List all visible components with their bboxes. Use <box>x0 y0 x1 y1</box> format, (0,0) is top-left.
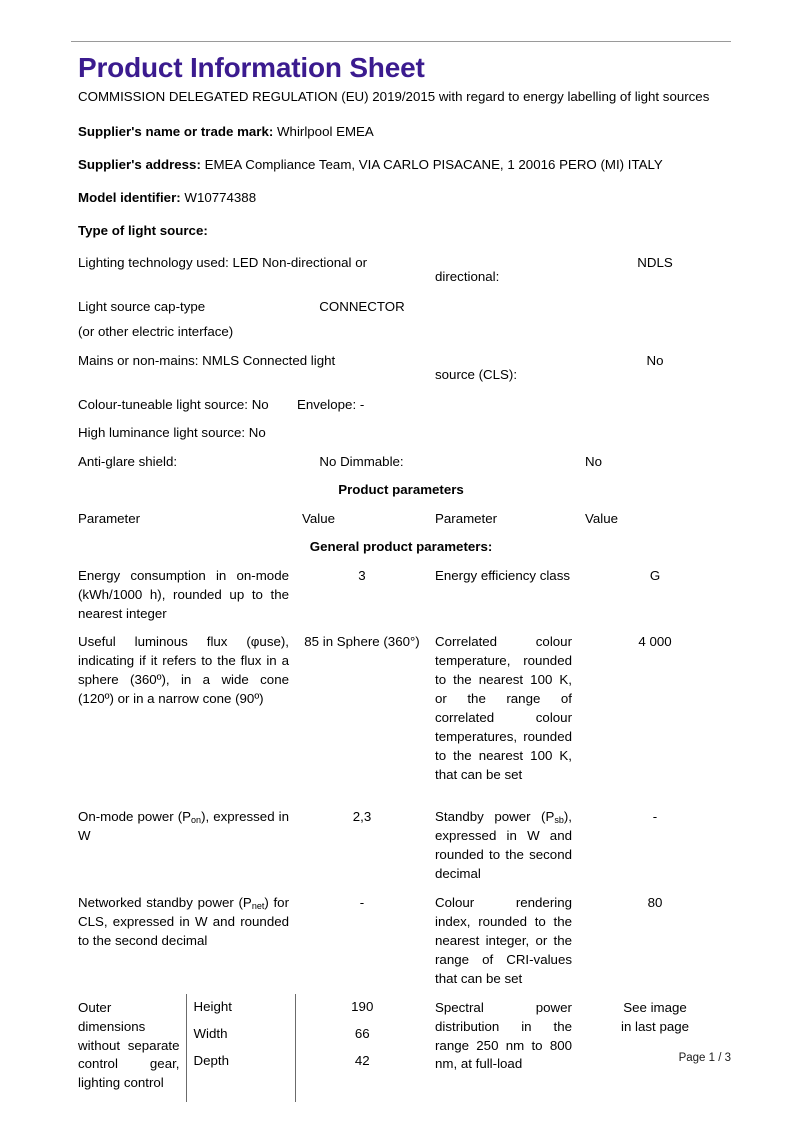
cap-type-row <box>71 293 731 347</box>
cap-type-value: CONNECTOR <box>319 298 405 314</box>
spectral-power-value-line2: in last page <box>621 1018 690 1034</box>
document-table <box>71 88 731 1102</box>
document-page <box>71 41 731 1102</box>
supplier-address-row <box>71 149 731 182</box>
high-luminance-row <box>71 419 731 448</box>
general-parameters-title-row <box>71 534 731 562</box>
energy-efficiency-class-value: G <box>649 567 661 583</box>
cri-value: 80 <box>647 895 663 911</box>
luminous-flux-value: 85 in Sphere (360°) <box>304 634 420 650</box>
dimension-label-height: Height <box>193 998 232 1014</box>
networked-standby-value: - <box>359 895 365 911</box>
energy-consumption-label: Energy consumption in on-mode (kWh/1000 h), rounded up to the nearest integer <box>78 567 289 621</box>
dimension-value-height: 190 <box>295 994 428 1021</box>
page-title: Product Information Sheet <box>78 52 425 83</box>
spectral-power-value-line1: See image <box>623 999 687 1015</box>
model-identifier-label: Model identifier: <box>78 190 181 206</box>
luminous-flux-row <box>71 628 731 803</box>
mains-text: Mains or non-mains: NMLS Connected light <box>78 352 336 368</box>
anti-glare-c3 <box>428 448 578 477</box>
ndls-value: NDLS <box>637 254 673 270</box>
supplier-name-row <box>71 116 731 149</box>
header-parameter-1: Parameter <box>78 511 141 527</box>
high-luminance-text: High luminance light source: No <box>78 425 266 441</box>
product-parameters-title: Product parameters <box>338 482 464 498</box>
on-mode-power-subscript: on <box>191 815 202 826</box>
mains-cls-row <box>71 347 731 391</box>
colour-temperature-value: 4 000 <box>638 634 672 650</box>
networked-standby-label-post: ) for CLS, expressed in W and rounded to the second decimal <box>78 895 289 949</box>
lighting-technology-row <box>71 249 731 293</box>
page-number: Page 1 / 3 <box>678 1052 731 1064</box>
product-parameters-title-row <box>71 477 731 505</box>
colour-tuneable-c3 <box>428 391 578 420</box>
header-value-2: Value <box>585 511 619 527</box>
cap-type-label: Light source cap-type <box>78 298 206 314</box>
cap-type-c4 <box>578 293 731 347</box>
dimmable-label: No Dimmable: <box>319 454 404 470</box>
on-mode-power-label-post: ), expressed in W <box>78 809 289 844</box>
column-headers-row <box>71 505 731 534</box>
page-footer <box>71 1052 731 1064</box>
lighting-technology-c2 <box>295 249 428 293</box>
anti-glare-label: Anti-glare shield: <box>78 454 178 470</box>
networked-standby-label-pre: Networked standby power (P <box>78 895 252 911</box>
colour-tuneable-row <box>71 391 731 420</box>
cls-label: source (CLS): <box>435 366 518 382</box>
colour-tuneable-text: Colour-tuneable light source: No <box>78 396 269 412</box>
outer-dimensions-label: Outer dimensions without separate control gear, lighting control <box>71 994 186 1103</box>
regulation-subtitle-row <box>71 88 731 116</box>
luminous-flux-label: Useful luminous flux (φuse), indicating if it refers to the flux in a sphere (360º), in a wide cone (120º) or in a narrow cone (90º) <box>78 634 289 707</box>
cap-type-c3 <box>428 293 578 347</box>
mains-c2 <box>295 347 428 391</box>
spectral-power-value <box>578 994 731 1103</box>
envelope-text: Envelope: - <box>297 396 365 412</box>
standby-power-subscript: sb <box>554 815 564 826</box>
header-value-1: Value <box>302 511 336 527</box>
standby-power-label <box>428 803 578 889</box>
supplier-name-label: Supplier's name or trade mark: <box>78 124 274 140</box>
dimension-value-width: 66 <box>295 1021 428 1048</box>
lighting-technology-text: Lighting technology used: LED Non-directional or <box>78 254 368 270</box>
on-mode-power-label <box>71 803 295 889</box>
colour-temperature-label: Correlated colour temperature, rounded to the nearest 100 K, or the range of correlated colour temperatures, rounded to the nearest 100 K, that can be set <box>435 634 572 782</box>
on-mode-power-value: 2,3 <box>352 809 372 825</box>
networked-standby-label <box>71 889 295 993</box>
spectral-power-label: Spectral power distribution in the range 250 nm to 800 nm, at full-load <box>435 999 572 1072</box>
on-mode-power-row <box>71 803 731 889</box>
supplier-address-label: Supplier's address: <box>78 157 201 173</box>
cls-value: No <box>646 352 664 368</box>
model-identifier-value: W10774388 <box>184 190 257 206</box>
dimensions-subtable <box>71 994 428 1103</box>
outer-dimensions-row <box>71 994 731 1103</box>
supplier-name-value: Whirlpool EMEA <box>277 124 374 140</box>
supplier-address-value: EMEA Compliance Team, VIA CARLO PISACANE, 1 20016 PERO (MI) ITALY <box>204 157 663 173</box>
high-luminance-c2 <box>295 419 428 448</box>
header-parameter-2: Parameter <box>435 511 498 527</box>
standby-power-value: - <box>652 809 658 825</box>
on-mode-power-label-pre: On-mode power (P <box>78 809 192 825</box>
high-luminance-c4 <box>578 419 731 448</box>
type-of-light-source-header-row <box>71 215 731 249</box>
dimension-label-width: Width <box>193 1025 228 1041</box>
networked-standby-row <box>71 889 731 993</box>
standby-power-label-post: ), expressed in W and rounded to the second decimal <box>435 809 572 882</box>
cri-label: Colour rendering index, rounded to the nearest integer, or the range of CRI-values that can be set <box>435 895 572 986</box>
networked-standby-subscript: net <box>251 901 265 912</box>
regulation-subtitle: COMMISSION DELEGATED REGULATION (EU) 2019/2015 with regard to energy labelling of light sources <box>78 89 710 105</box>
energy-consumption-value: 3 <box>358 567 366 583</box>
dimension-label-depth: Depth <box>193 1052 229 1068</box>
high-luminance-c3 <box>428 419 578 448</box>
cap-type-label-2: (or other electric interface) <box>78 323 234 339</box>
dimmable-value: No <box>585 454 602 470</box>
energy-efficiency-class-label: Energy efficiency class <box>435 567 571 583</box>
model-identifier-row <box>71 182 731 215</box>
energy-consumption-row <box>71 562 731 629</box>
standby-power-label-pre: Standby power (P <box>435 809 555 825</box>
dimension-row-height <box>71 994 428 1021</box>
type-of-light-source-label: Type of light source: <box>78 222 208 238</box>
anti-glare-row <box>71 448 731 477</box>
dimension-value-depth: 42 <box>295 1048 428 1075</box>
colour-tuneable-c4 <box>578 391 731 420</box>
directional-label: directional: <box>435 268 500 284</box>
general-parameters-title: General product parameters: <box>309 538 493 554</box>
